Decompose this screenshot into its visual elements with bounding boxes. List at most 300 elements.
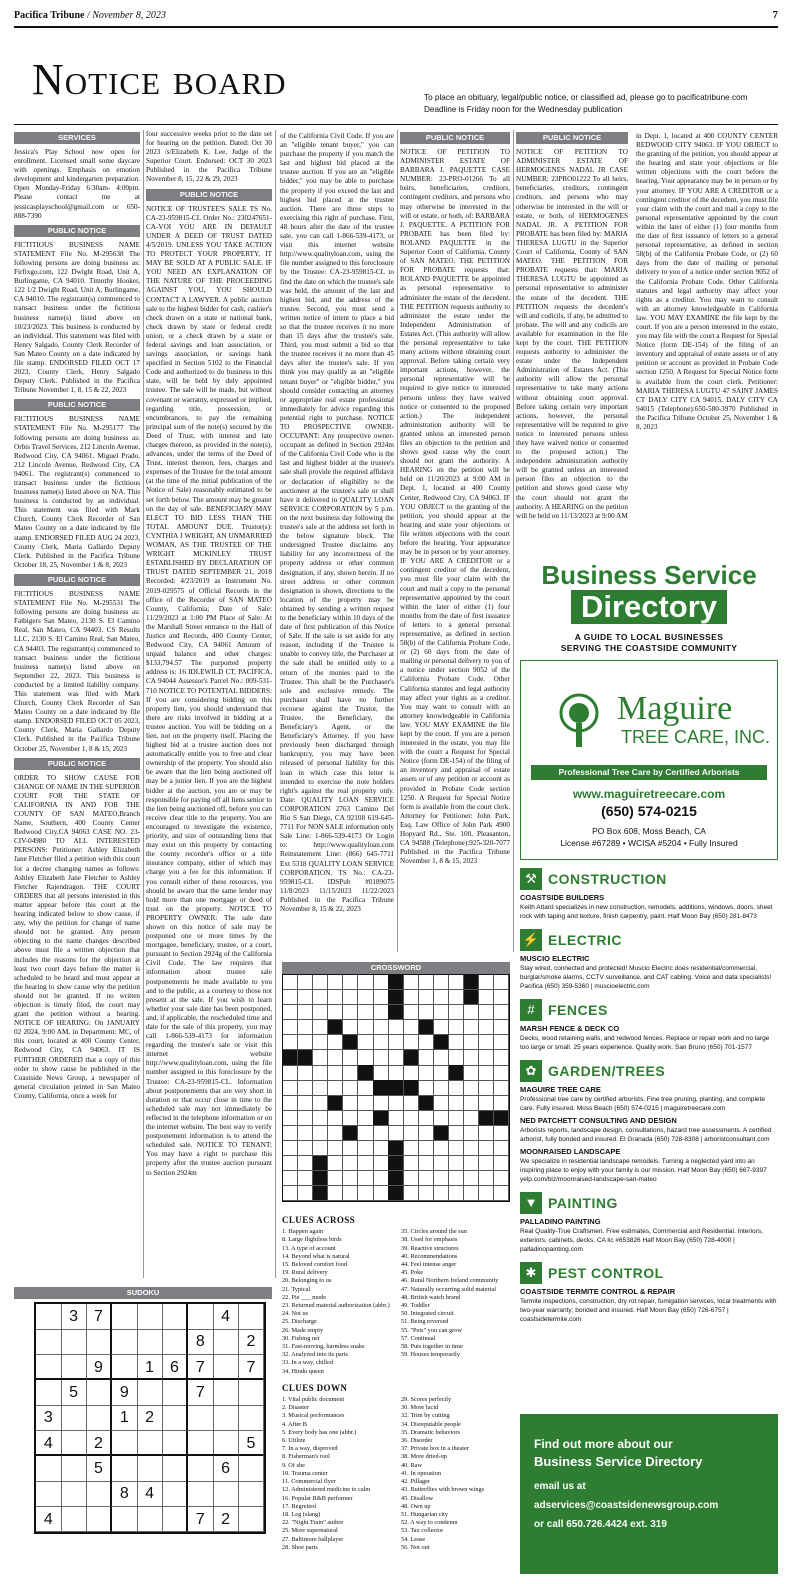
crossword-cell[interactable] [434, 1020, 449, 1035]
crossword-cell[interactable] [283, 1126, 298, 1141]
crossword-cell[interactable] [434, 1050, 449, 1065]
crossword-cell[interactable] [358, 1080, 373, 1095]
crossword-cell[interactable] [328, 1080, 343, 1095]
crossword-cell[interactable] [313, 990, 328, 1005]
crossword-cell[interactable] [313, 1035, 328, 1050]
sudoku-cell[interactable] [163, 1405, 189, 1431]
crossword-cell[interactable] [404, 1020, 419, 1035]
column-divider [143, 130, 144, 1278]
crossword-cell[interactable] [449, 1050, 464, 1065]
crossword-cell[interactable] [494, 1065, 509, 1080]
crossword-cell[interactable] [298, 1111, 313, 1126]
crossword-cell[interactable] [373, 1096, 388, 1111]
crossword-cell[interactable] [449, 1096, 464, 1111]
sudoku-cell[interactable] [87, 1329, 113, 1355]
crossword-cell[interactable] [479, 1171, 494, 1186]
crossword-cell[interactable] [449, 990, 464, 1005]
business-listing [520, 1024, 778, 1052]
crossword-cell[interactable] [343, 1141, 358, 1156]
crossword-cell[interactable] [358, 975, 373, 990]
crossword-cell[interactable] [434, 1141, 449, 1156]
sudoku-cell[interactable] [239, 1304, 265, 1330]
crossword-cell[interactable] [419, 1141, 434, 1156]
crossword-cell[interactable] [419, 1035, 434, 1050]
clue: 20. Belonging to us [282, 1277, 332, 1285]
crossword-cell[interactable] [373, 1171, 388, 1186]
crossword-black-cell [328, 1020, 343, 1035]
crossword-black-cell [373, 1111, 388, 1126]
clue: 33. In a way, chilled [282, 1359, 333, 1367]
crossword-cell[interactable] [449, 1171, 464, 1186]
sudoku-cell[interactable] [163, 1431, 189, 1457]
crossword-cell[interactable] [328, 990, 343, 1005]
crossword-cell[interactable] [434, 1156, 449, 1171]
sudoku-cell[interactable] [61, 1329, 87, 1355]
clue: 9. Of she [282, 1461, 305, 1469]
clue: 35. Dramatic behaviors [401, 1428, 460, 1436]
crossword-black-cell [419, 1020, 434, 1035]
business-description: We specialize in residential landscape remodels. Turning a neglected yard into an inspiring place to enjoy with your family is our mission. Half Moon Bay (650) 667-9397 yelp.com/biz/moonraised-landscape-san-mateo [520, 1158, 767, 1183]
crossword-cell[interactable] [479, 1126, 494, 1141]
crossword-cell[interactable] [358, 1035, 373, 1050]
crossword-cell[interactable] [313, 1050, 328, 1065]
crossword-cell[interactable] [449, 1111, 464, 1126]
crossword-cell[interactable] [419, 1171, 434, 1186]
sudoku-cell[interactable] [163, 1481, 189, 1507]
crossword-cell[interactable] [464, 1141, 479, 1156]
crossword-cell[interactable] [328, 1050, 343, 1065]
crossword-cell[interactable] [404, 1171, 419, 1186]
sudoku-cell[interactable] [61, 1456, 87, 1482]
crossword-cell[interactable] [494, 1156, 509, 1171]
sudoku-cell[interactable] [137, 1507, 163, 1533]
crossword-cell[interactable] [404, 975, 419, 990]
crossword-cell[interactable] [479, 1186, 494, 1201]
crossword-cell[interactable] [494, 1171, 509, 1186]
sudoku-cell[interactable] [87, 1507, 113, 1533]
crossword-cell[interactable] [404, 1186, 419, 1201]
crossword-cell[interactable] [283, 1156, 298, 1171]
sudoku-cell[interactable] [137, 1380, 163, 1406]
crossword-cell[interactable] [283, 1141, 298, 1156]
crossword-cell[interactable] [358, 1005, 373, 1020]
sudoku-given: 2 [239, 1329, 265, 1355]
crossword-cell[interactable] [494, 1080, 509, 1095]
clue: 32. Trim by cutting [401, 1412, 450, 1420]
category-label: ELECTRIC [548, 932, 622, 948]
crossword-cell[interactable] [298, 1141, 313, 1156]
sudoku-cell[interactable] [61, 1431, 87, 1457]
crossword-cell[interactable] [479, 1141, 494, 1156]
crossword-cell[interactable] [313, 1111, 328, 1126]
sudoku-cell[interactable] [61, 1481, 87, 1507]
crossword-cell[interactable] [298, 1035, 313, 1050]
crossword-cell[interactable] [419, 1080, 434, 1095]
sudoku-cell[interactable] [213, 1329, 239, 1355]
sudoku-cell[interactable] [188, 1405, 214, 1431]
crossword-cell[interactable] [298, 1096, 313, 1111]
sudoku-cell[interactable] [239, 1481, 265, 1507]
column-divider [275, 130, 276, 1278]
sudoku-cell[interactable] [112, 1304, 138, 1330]
sudoku-cell[interactable] [112, 1431, 138, 1457]
crossword-header: CROSSWORD [282, 962, 510, 974]
clue: 4. After B [282, 1420, 308, 1428]
crossword-cell[interactable] [479, 1080, 494, 1095]
crossword-cell[interactable] [373, 1186, 388, 1201]
crossword-cell[interactable] [404, 1065, 419, 1080]
clue: 36. Disorder [401, 1437, 433, 1445]
crossword-cell[interactable] [373, 1141, 388, 1156]
crossword-cell[interactable] [434, 990, 449, 1005]
sudoku-cell[interactable] [36, 1456, 62, 1482]
crossword-cell[interactable] [449, 1126, 464, 1141]
crossword-cell[interactable] [434, 1005, 449, 1020]
business-name: COASTSIDE BUILDERS [520, 893, 605, 902]
crossword-cell[interactable] [328, 975, 343, 990]
category-icon: # [520, 999, 542, 1021]
crossword-cell[interactable] [388, 1020, 403, 1035]
crossword-cell[interactable] [464, 1126, 479, 1141]
crossword-cell[interactable] [479, 990, 494, 1005]
crossword-cell[interactable] [358, 1141, 373, 1156]
crossword-cell[interactable] [494, 1035, 509, 1050]
crossword-cell[interactable] [313, 975, 328, 990]
sudoku-cell[interactable] [36, 1329, 62, 1355]
sudoku-cell[interactable] [188, 1456, 214, 1482]
sudoku-cell[interactable] [239, 1380, 265, 1406]
crossword-cell[interactable] [464, 1050, 479, 1065]
crossword-cell[interactable] [358, 1156, 373, 1171]
crossword-cell[interactable] [494, 1005, 509, 1020]
crossword-cell[interactable] [358, 1186, 373, 1201]
crossword-cell[interactable] [313, 1141, 328, 1156]
sudoku-cell[interactable] [213, 1355, 239, 1381]
crossword-cell[interactable] [449, 1005, 464, 1020]
crossword-cell[interactable] [434, 1171, 449, 1186]
crossword-cell[interactable] [373, 1065, 388, 1080]
crossword-cell[interactable] [388, 1111, 403, 1126]
clue: 10. Trauma center [282, 1469, 328, 1477]
crossword-cell[interactable] [479, 1035, 494, 1050]
crossword-cell[interactable] [494, 1186, 509, 1201]
sudoku-cell[interactable] [137, 1456, 163, 1482]
crossword-cell[interactable] [464, 1186, 479, 1201]
sudoku-cell[interactable] [87, 1405, 113, 1431]
crossword-cell[interactable] [419, 990, 434, 1005]
crossword-cell[interactable] [494, 1050, 509, 1065]
crossword-cell[interactable] [298, 1005, 313, 1020]
crossword-black-cell [283, 1050, 298, 1065]
crossword-cell[interactable] [343, 1020, 358, 1035]
crossword-cell[interactable] [313, 1080, 328, 1095]
crossword-cell[interactable] [464, 1035, 479, 1050]
sudoku-cell[interactable] [112, 1507, 138, 1533]
sudoku-cell[interactable] [137, 1329, 163, 1355]
promo-email[interactable]: adservices@coastsidenewsgroup.com [534, 1500, 719, 1511]
crossword-cell[interactable] [298, 1186, 313, 1201]
sudoku-cell[interactable] [163, 1329, 189, 1355]
crossword-cell[interactable] [373, 1035, 388, 1050]
crossword-cell[interactable] [479, 1065, 494, 1080]
business-description: Stay wired, connected and protected! Muscio Electric does residential/commercial, burglar/smoke alarms, CCTV surveillance, and CAT cabling. Voice and data specialists! Pacifica (650) 359-5360 | muscioelectric.com [520, 965, 772, 990]
public-notice-header: PUBLIC NOTICE [516, 132, 628, 144]
crossword-cell[interactable] [388, 1096, 403, 1111]
crossword-cell[interactable] [343, 1096, 358, 1111]
crossword-cell[interactable] [479, 1005, 494, 1020]
crossword-cell[interactable] [298, 1020, 313, 1035]
sudoku-cell[interactable] [87, 1481, 113, 1507]
business-description: Termite inspections, construction, dry rot repair, fumigation services, local treatments with two-year warranty; bonded and insured. Half Moon Bay (650) 726-6757 | coastsidetermite.com [520, 1298, 777, 1323]
crossword-cell[interactable] [388, 1035, 403, 1050]
crossword-cell[interactable] [404, 1005, 419, 1020]
sudoku-given: 1 [112, 1405, 138, 1431]
clue: 30. Fishing net [282, 1334, 320, 1342]
crossword-cell[interactable] [404, 1111, 419, 1126]
crossword-cell[interactable] [328, 1171, 343, 1186]
crossword-cell[interactable] [434, 975, 449, 990]
crossword-cell[interactable] [434, 1065, 449, 1080]
sudoku-cell[interactable] [36, 1481, 62, 1507]
crossword-cell[interactable] [298, 1171, 313, 1186]
sudoku-cell[interactable] [163, 1507, 189, 1533]
sudoku-given: 4 [36, 1431, 62, 1457]
crossword-cell[interactable] [283, 1005, 298, 1020]
sudoku-cell[interactable] [137, 1431, 163, 1457]
crossword-cell[interactable] [298, 1126, 313, 1141]
crossword-cell[interactable] [313, 1065, 328, 1080]
crossword-cell[interactable] [358, 990, 373, 1005]
crossword-cell[interactable] [343, 990, 358, 1005]
crossword-cell[interactable] [283, 990, 298, 1005]
crossword-cell[interactable] [358, 1050, 373, 1065]
ad-website[interactable]: www.maguiretreecare.com [572, 787, 726, 801]
crossword-cell[interactable] [464, 1020, 479, 1035]
crossword-cell[interactable] [328, 1156, 343, 1171]
sudoku-cell[interactable] [239, 1507, 265, 1533]
crossword-cell[interactable] [388, 1065, 403, 1080]
sudoku-cell[interactable] [188, 1481, 214, 1507]
crossword-cell[interactable] [404, 1126, 419, 1141]
crossword-cell[interactable] [328, 1035, 343, 1050]
crossword-cell[interactable] [343, 1156, 358, 1171]
sudoku-cell[interactable] [163, 1380, 189, 1406]
crossword-cell[interactable] [419, 1186, 434, 1201]
crossword-cell[interactable] [449, 1156, 464, 1171]
crossword-cell[interactable] [419, 1156, 434, 1171]
crossword-cell[interactable] [283, 1186, 298, 1201]
sudoku-cell[interactable] [213, 1431, 239, 1457]
category-label: GARDEN/TREES [548, 1063, 666, 1079]
business-description: Real Quality-True Craftsmen. Free estimates, Commercial and Residential. Interiors, exteriors, cabinets, decks. CA lic #653826 Half Moon Bay (650) 728-4000 | palladinopainting.com [520, 1228, 763, 1253]
crossword-cell[interactable] [298, 1065, 313, 1080]
crossword-cell[interactable] [434, 1080, 449, 1095]
crossword-cell[interactable] [283, 1035, 298, 1050]
crossword-cell[interactable] [343, 1065, 358, 1080]
sudoku-cell[interactable] [213, 1481, 239, 1507]
sudoku-cell[interactable] [61, 1507, 87, 1533]
crossword-cell[interactable] [373, 1005, 388, 1020]
crossword-cell[interactable] [419, 975, 434, 990]
crossword-cell[interactable] [343, 1111, 358, 1126]
crossword-cell[interactable] [419, 1050, 434, 1065]
crossword-cell[interactable] [404, 1141, 419, 1156]
crossword-cell[interactable] [404, 1156, 419, 1171]
crossword-cell[interactable] [404, 990, 419, 1005]
crossword-cell[interactable] [464, 1111, 479, 1126]
crossword-cell[interactable] [283, 1171, 298, 1186]
crossword-cell[interactable] [434, 1111, 449, 1126]
crossword-cell[interactable] [388, 1050, 403, 1065]
sudoku-cell[interactable] [188, 1304, 214, 1330]
clue: 38. More dried-up [401, 1453, 447, 1461]
services-header: SERVICES [14, 132, 140, 144]
crossword-cell[interactable] [373, 1156, 388, 1171]
crossword-cell[interactable] [328, 1111, 343, 1126]
crossword-cell[interactable] [343, 1171, 358, 1186]
crossword-cell[interactable] [449, 1186, 464, 1201]
crossword-cell[interactable] [494, 975, 509, 990]
crossword-cell[interactable] [479, 975, 494, 990]
crossword-cell[interactable] [283, 1111, 298, 1126]
crossword-cell[interactable] [494, 1096, 509, 1111]
sudoku-cell[interactable] [61, 1355, 87, 1381]
crossword-cell[interactable] [358, 1126, 373, 1141]
crossword-cell[interactable] [343, 1050, 358, 1065]
crossword-cell[interactable] [283, 1096, 298, 1111]
sudoku-cell[interactable] [137, 1304, 163, 1330]
crossword-cell[interactable] [449, 1080, 464, 1095]
sudoku-cell[interactable] [163, 1456, 189, 1482]
crossword-cell[interactable] [343, 1080, 358, 1095]
crossword-cell[interactable] [494, 1141, 509, 1156]
crossword-cell[interactable] [328, 1141, 343, 1156]
sudoku-cell[interactable] [112, 1456, 138, 1482]
sudoku-cell[interactable] [87, 1380, 113, 1406]
crossword-cell[interactable] [419, 1111, 434, 1126]
clue: 27. Baltimore ballplayer [282, 1535, 344, 1543]
crossword-cell[interactable] [313, 1096, 328, 1111]
crossword-cell[interactable] [343, 1186, 358, 1201]
sudoku-cell[interactable] [163, 1304, 189, 1330]
crossword-cell[interactable] [343, 1005, 358, 1020]
sudoku-cell[interactable] [112, 1355, 138, 1381]
crossword-cell[interactable] [358, 1020, 373, 1035]
crossword-cell[interactable] [373, 1020, 388, 1035]
crossword-cell[interactable] [494, 1126, 509, 1141]
crossword-black-cell [388, 1141, 403, 1156]
clue: 17. Regretted [282, 1502, 316, 1510]
crossword-cell[interactable] [373, 975, 388, 990]
crossword-cell[interactable] [419, 1065, 434, 1080]
sudoku-cell[interactable] [213, 1405, 239, 1431]
category-label: PEST CONTROL [548, 1265, 664, 1281]
sudoku-cell[interactable] [36, 1304, 62, 1330]
crossword-cell[interactable] [464, 1005, 479, 1020]
crossword-cell[interactable] [449, 1035, 464, 1050]
business-description: Decks, wood retaining walls, and redwood fences. Replace or repair work and no large too large or small. 25 years experience. Quality work. San Bruno (650) 701-1577 [520, 1035, 770, 1051]
crossword-cell[interactable] [298, 1080, 313, 1095]
crossword-cell[interactable] [464, 1171, 479, 1186]
crossword-cell[interactable] [388, 1126, 403, 1141]
crossword-cell[interactable] [313, 1126, 328, 1141]
crossword-cell[interactable] [283, 1020, 298, 1035]
crossword-cell[interactable] [404, 1096, 419, 1111]
crossword-cell[interactable] [298, 975, 313, 990]
crossword-cell[interactable] [479, 1096, 494, 1111]
crossword-cell[interactable] [313, 1005, 328, 1020]
crossword-cell[interactable] [358, 1096, 373, 1111]
crossword-cell[interactable] [283, 975, 298, 990]
clue: 28. Shoe parts [282, 1543, 318, 1551]
crossword-cell[interactable] [434, 1096, 449, 1111]
crossword-cell[interactable] [404, 1035, 419, 1050]
crossword-cell[interactable] [298, 1156, 313, 1171]
business-name: MOONRAISED LANDSCAPE [520, 1147, 621, 1156]
crossword-black-cell [343, 1035, 358, 1050]
sudoku-cell[interactable] [36, 1355, 62, 1381]
sudoku-cell[interactable] [188, 1431, 214, 1457]
crossword-cell[interactable] [479, 1156, 494, 1171]
crossword-cell[interactable] [373, 1050, 388, 1065]
sudoku-cell[interactable] [239, 1456, 265, 1482]
sudoku-cell[interactable] [112, 1329, 138, 1355]
crossword-cell[interactable] [283, 1065, 298, 1080]
crossword-cell[interactable] [373, 990, 388, 1005]
crossword-cell[interactable] [328, 1005, 343, 1020]
sudoku-cell[interactable] [36, 1380, 62, 1406]
crossword-cell[interactable] [494, 990, 509, 1005]
crossword-cell[interactable] [358, 1171, 373, 1186]
crossword-cell[interactable] [328, 1126, 343, 1141]
crossword-cell[interactable] [464, 1065, 479, 1080]
crossword-cell[interactable] [449, 1141, 464, 1156]
crossword-cell[interactable] [464, 1156, 479, 1171]
crossword-cell[interactable] [343, 975, 358, 990]
crossword-cell[interactable] [419, 1126, 434, 1141]
crossword-cell[interactable] [373, 1126, 388, 1141]
crossword-cell[interactable] [449, 1020, 464, 1035]
crossword-cell[interactable] [328, 1186, 343, 1201]
crossword-cell[interactable] [479, 1050, 494, 1065]
crossword-cell[interactable] [358, 1111, 373, 1126]
crossword-cell[interactable] [419, 1005, 434, 1020]
crossword-cell[interactable] [479, 1020, 494, 1035]
public-notice-header: PUBLIC NOTICE [14, 574, 140, 586]
crossword-black-cell [358, 1065, 373, 1080]
column-divider [513, 130, 514, 952]
sudoku-given: 7 [188, 1380, 214, 1406]
crossword-cell[interactable] [328, 1065, 343, 1080]
column-2 [146, 130, 272, 1280]
crossword-cell[interactable] [434, 1186, 449, 1201]
ad-instructions: To place an obituary, legal/public notice, or classified ad, please go to pacificatribune.com [424, 93, 748, 102]
sudoku-given: 7 [239, 1355, 265, 1381]
crossword-cell[interactable] [464, 1080, 479, 1095]
crossword-cell[interactable] [313, 1020, 328, 1035]
crossword-cell[interactable] [298, 990, 313, 1005]
sudoku-cell[interactable] [213, 1380, 239, 1406]
crossword-cell[interactable] [283, 1080, 298, 1095]
crossword-cell[interactable] [464, 1096, 479, 1111]
business-name: MAGUIRE TREE CARE [520, 1085, 601, 1094]
sudoku-cell[interactable] [239, 1405, 265, 1431]
crossword-cell[interactable] [449, 975, 464, 990]
category-header [520, 929, 778, 951]
clue: 26. Made empty [282, 1326, 324, 1334]
crossword-cell[interactable] [494, 1020, 509, 1035]
sudoku-cell[interactable] [61, 1405, 87, 1431]
